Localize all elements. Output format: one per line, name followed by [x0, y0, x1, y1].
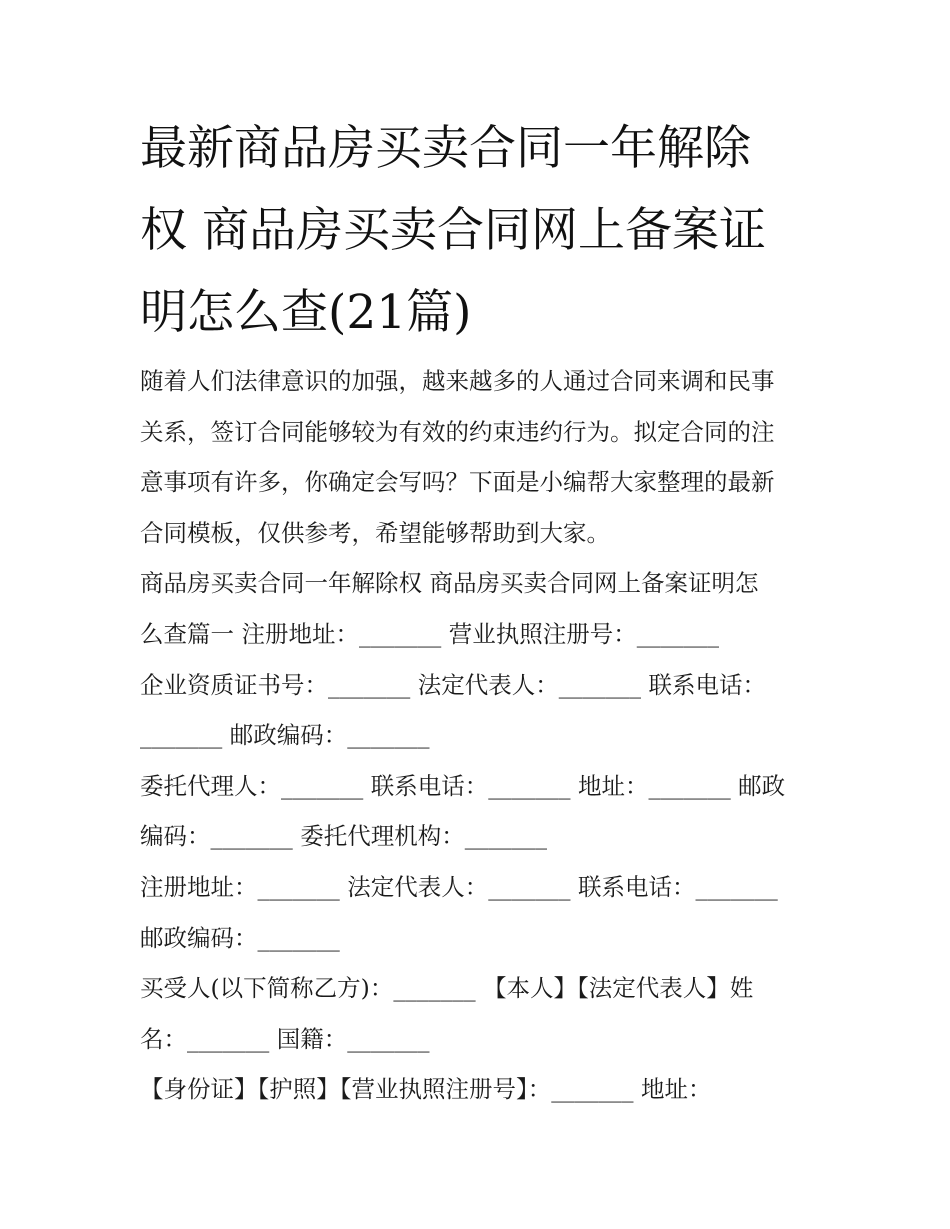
contract-section: [140, 558, 815, 1115]
intro-paragraph: [140, 356, 815, 558]
section-line-2: 么查篇一 注册地址：_______ 营业执照注册号：_______: [140, 619, 719, 648]
section-line-3: 企业资质证书号：_______ 法定代表人：_______ 联系电话：: [140, 670, 766, 699]
intro-line-4: 合同模板，仅供参考，希望能够帮助到大家。: [140, 518, 610, 547]
title-line-1: 最新商品房买卖合同一年解除: [140, 121, 751, 176]
section-line-4: _______ 邮政编码：_______: [140, 721, 430, 750]
intro-line-3: 意事项有许多，你确定会写吗？下面是小编帮大家整理的最新: [140, 468, 775, 497]
title-line-2: 权 商品房买卖合同网上备案证: [140, 203, 766, 258]
section-line-5: 委托代理人：_______ 联系电话：_______ 地址：_______ 邮政: [140, 771, 786, 800]
document-body: [140, 356, 815, 1115]
document-title: [140, 108, 815, 354]
document-page: [140, 108, 815, 1115]
section-line-7: 注册地址：_______ 法定代表人：_______ 联系电话：_______: [140, 872, 778, 901]
section-line-9: 买受人(以下简称乙方)：_______ 【本人】【法定代表人】姓: [140, 974, 754, 1003]
section-line-8: 邮政编码：_______: [140, 923, 340, 952]
section-line-1: 商品房买卖合同一年解除权 商品房买卖合同网上备案证明怎: [140, 569, 759, 598]
title-line-3: 明怎么查(21篇): [140, 285, 472, 340]
section-line-11: 【身份证】【护照】【营业执照注册号】：_______ 地址：: [140, 1075, 712, 1104]
intro-line-2: 关系，签订合同能够较为有效的约束违约行为。拟定合同的注: [140, 417, 775, 446]
section-line-10: 名：_______ 国籍：_______: [140, 1024, 430, 1053]
section-line-6: 编码：_______ 委托代理机构：_______: [140, 822, 547, 851]
intro-line-1: 随着人们法律意识的加强，越来越多的人通过合同来调和民事: [140, 367, 775, 395]
